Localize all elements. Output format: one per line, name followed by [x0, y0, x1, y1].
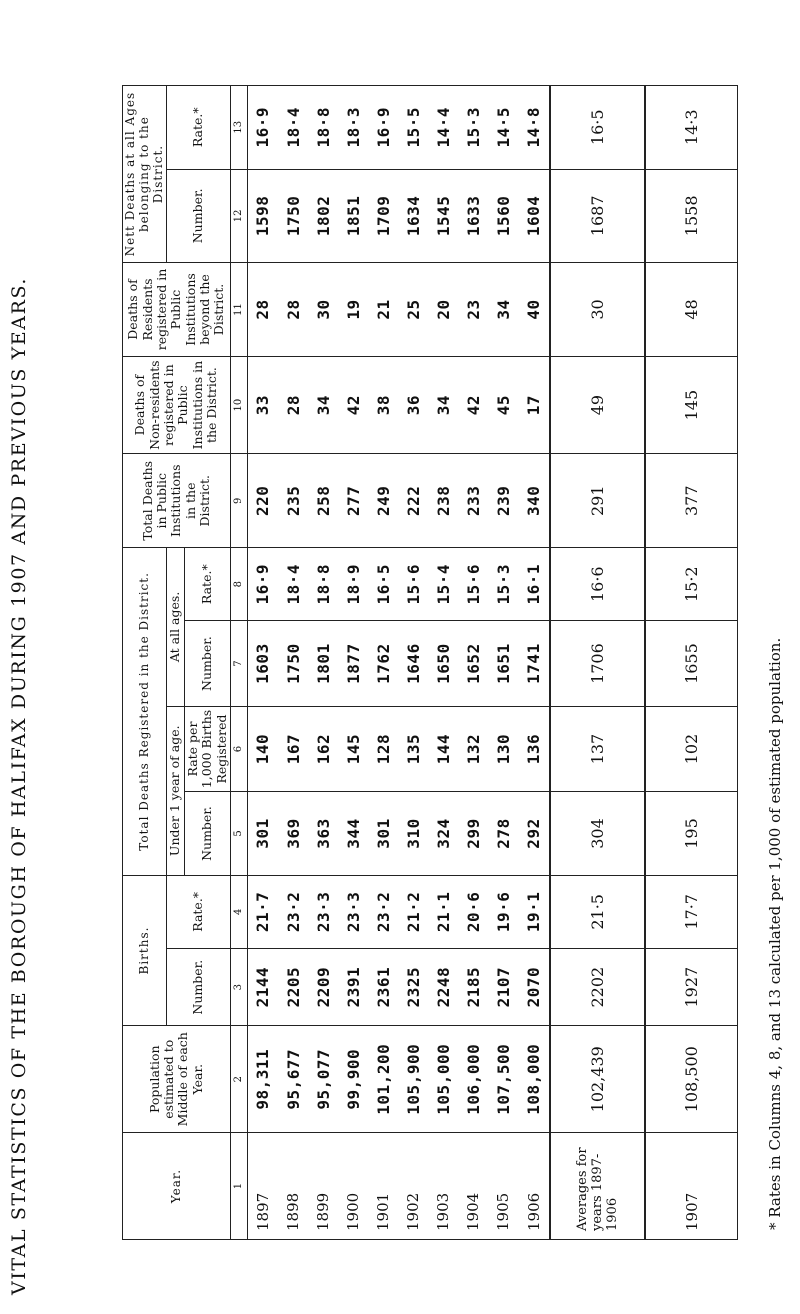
cell-deaths-number: 1652 [458, 621, 488, 706]
cell-births-rate: 23·2 [278, 875, 308, 948]
statistics-table-container [122, 85, 738, 1240]
header-residents-beyond: Deaths of Residents registered in Public Institutions beyond the District. [123, 263, 231, 357]
cell-under1-rate: 130 [488, 706, 518, 791]
column-number: 4 [230, 875, 247, 948]
cell-public-institutions: 377 [645, 454, 737, 548]
cell-residents-beyond: 30 [550, 263, 646, 357]
cell-year: 1902 [398, 1133, 428, 1240]
cell-residents-beyond: 30 [308, 263, 338, 357]
table-row [338, 86, 368, 1240]
cell-deaths-rate: 16·5 [368, 548, 398, 621]
cell-under1-rate: 135 [398, 706, 428, 791]
cell-deaths-rate: 18·8 [308, 548, 338, 621]
table-row [368, 86, 398, 1240]
cell-births-number: 2144 [247, 948, 278, 1025]
cell-public-institutions: 238 [428, 454, 458, 548]
cell-nett-rate: 16·9 [247, 86, 278, 170]
cell-nett-number: 1558 [645, 169, 737, 263]
cell-nett-number: 1598 [247, 169, 278, 263]
cell-residents-beyond: 40 [518, 263, 549, 357]
cell-year: 1901 [368, 1133, 398, 1240]
cell-population: 106,000 [458, 1026, 488, 1133]
header-all-ages: At all ages. [167, 548, 184, 707]
table-body [247, 86, 737, 1240]
cell-deaths-number: 1646 [398, 621, 428, 706]
table-row [247, 86, 278, 1240]
cell-nett-number: 1750 [278, 169, 308, 263]
table-row [278, 86, 308, 1240]
cell-public-institutions: 340 [518, 454, 549, 548]
cell-under1-number: 369 [278, 792, 308, 875]
cell-under1-number: 278 [488, 792, 518, 875]
cell-deaths-number: 1762 [368, 621, 398, 706]
averages-row [550, 86, 646, 1240]
column-number: 9 [230, 454, 247, 548]
cell-public-institutions: 258 [308, 454, 338, 548]
cell-population: 105,000 [428, 1026, 458, 1133]
cell-public-institutions: 249 [368, 454, 398, 548]
document-title: VITAL STATISTICS OF THE BOROUGH OF HALIFAX DURING 1907 AND PREVIOUS YEARS. [8, 276, 30, 1295]
cell-under1-number: 324 [428, 792, 458, 875]
cell-residents-beyond: 23 [458, 263, 488, 357]
cell-deaths-number: 1706 [550, 621, 646, 706]
cell-nett-rate: 14·5 [488, 86, 518, 170]
cell-nett-number: 1802 [308, 169, 338, 263]
cell-nett-rate: 18·8 [308, 86, 338, 170]
cell-year: 1907 [645, 1133, 737, 1240]
header-nett-number: Number. [167, 169, 231, 263]
cell-residents-beyond: 28 [278, 263, 308, 357]
cell-non-residents: 34 [428, 356, 458, 454]
header-under1-number: Number. [184, 792, 230, 875]
cell-year: 1905 [488, 1133, 518, 1240]
column-number: 6 [230, 706, 247, 791]
header-all-ages-rate: Rate.* [184, 548, 230, 621]
table-row [518, 86, 549, 1240]
cell-births-number: 2107 [488, 948, 518, 1025]
cell-public-institutions: 233 [458, 454, 488, 548]
header-non-residents: Deaths of Non-residents registered in Public Institutions in the District. [123, 356, 231, 454]
cell-population: 101,200 [368, 1026, 398, 1133]
cell-non-residents: 45 [488, 356, 518, 454]
cell-non-residents: 42 [458, 356, 488, 454]
cell-births-number: 2209 [308, 948, 338, 1025]
cell-deaths-rate: 15·3 [488, 548, 518, 621]
header-nett-rate: Rate.* [167, 86, 231, 170]
cell-population: 99,900 [338, 1026, 368, 1133]
cell-births-number: 2185 [458, 948, 488, 1025]
cell-nett-rate: 14·4 [428, 86, 458, 170]
cell-births-rate: 20·6 [458, 875, 488, 948]
cell-births-number: 2205 [278, 948, 308, 1025]
cell-deaths-rate: 16·6 [550, 548, 646, 621]
cell-year: 1899 [308, 1133, 338, 1240]
cell-under1-rate: 167 [278, 706, 308, 791]
cell-nett-number: 1709 [368, 169, 398, 263]
cell-births-number: 2391 [338, 948, 368, 1025]
cell-residents-beyond: 25 [398, 263, 428, 357]
cell-population: 108,500 [645, 1026, 737, 1133]
cell-under1-number: 310 [398, 792, 428, 875]
cell-under1-rate: 102 [645, 706, 737, 791]
cell-nett-number: 1851 [338, 169, 368, 263]
cell-under1-number: 292 [518, 792, 549, 875]
cell-deaths-rate: 15·6 [398, 548, 428, 621]
cell-population: 105,900 [398, 1026, 428, 1133]
cell-deaths-number: 1877 [338, 621, 368, 706]
cell-non-residents: 33 [247, 356, 278, 454]
header-under1: Under 1 year of age. [167, 706, 184, 875]
cell-births-rate: 21·1 [428, 875, 458, 948]
table-row [308, 86, 338, 1240]
cell-deaths-number: 1603 [247, 621, 278, 706]
cell-year: 1903 [428, 1133, 458, 1240]
column-number: 1 [230, 1133, 247, 1240]
column-number: 5 [230, 792, 247, 875]
column-number: 13 [230, 86, 247, 170]
header-year: Year. [123, 1133, 231, 1240]
cell-deaths-number: 1741 [518, 621, 549, 706]
cell-births-number: 2248 [428, 948, 458, 1025]
cell-under1-number: 301 [247, 792, 278, 875]
cell-deaths-rate: 16·9 [247, 548, 278, 621]
cell-births-number: 1927 [645, 948, 737, 1025]
cell-deaths-rate: 15·4 [428, 548, 458, 621]
cell-under1-rate: 128 [368, 706, 398, 791]
cell-under1-rate: 145 [338, 706, 368, 791]
cell-nett-rate: 16·5 [550, 86, 646, 170]
cell-public-institutions: 277 [338, 454, 368, 548]
cell-year: 1900 [338, 1133, 368, 1240]
cell-births-rate: 23·3 [308, 875, 338, 948]
column-number: 7 [230, 621, 247, 706]
cell-non-residents: 42 [338, 356, 368, 454]
cell-public-institutions: 291 [550, 454, 646, 548]
cell-under1-rate: 140 [247, 706, 278, 791]
header-under1-rate: Rate per 1,000 Births Registered [184, 706, 230, 791]
table-row [428, 86, 458, 1240]
cell-deaths-number: 1750 [278, 621, 308, 706]
cell-population: 95,677 [278, 1026, 308, 1133]
cell-nett-number: 1634 [398, 169, 428, 263]
cell-under1-number: 363 [308, 792, 338, 875]
cell-under1-rate: 144 [428, 706, 458, 791]
cell-residents-beyond: 48 [645, 263, 737, 357]
cell-residents-beyond: 28 [247, 263, 278, 357]
cell-nett-rate: 15·3 [458, 86, 488, 170]
header-nett-deaths: Nett Deaths at all Ages belonging to the District. [123, 86, 167, 263]
cell-nett-rate: 18·3 [338, 86, 368, 170]
cell-nett-rate: 15·5 [398, 86, 428, 170]
cell-nett-rate: 14·3 [645, 86, 737, 170]
cell-nett-number: 1687 [550, 169, 646, 263]
cell-births-rate: 19·1 [518, 875, 549, 948]
cell-nett-number: 1604 [518, 169, 549, 263]
table-row [488, 86, 518, 1240]
cell-population: 98,311 [247, 1026, 278, 1133]
cell-deaths-rate: 16·1 [518, 548, 549, 621]
cell-under1-rate: 132 [458, 706, 488, 791]
cell-under1-rate: 137 [550, 706, 646, 791]
cell-residents-beyond: 20 [428, 263, 458, 357]
cell-non-residents: 145 [645, 356, 737, 454]
header-births: Births. [123, 875, 167, 1026]
cell-deaths-rate: 15·2 [645, 548, 737, 621]
cell-births-rate: 19·6 [488, 875, 518, 948]
header-births-rate: Rate.* [167, 875, 231, 948]
table-row [458, 86, 488, 1240]
column-number: 2 [230, 1026, 247, 1133]
cell-under1-number: 304 [550, 792, 646, 875]
cell-year: 1898 [278, 1133, 308, 1240]
cell-population: 102,439 [550, 1026, 646, 1133]
cell-public-institutions: 220 [247, 454, 278, 548]
header-all-ages-number: Number. [184, 621, 230, 706]
cell-year: 1897 [247, 1133, 278, 1240]
cell-births-rate: 23·2 [368, 875, 398, 948]
cell-population: 107,500 [488, 1026, 518, 1133]
table-row [398, 86, 428, 1240]
cell-births-number: 2325 [398, 948, 428, 1025]
cell-births-number: 2361 [368, 948, 398, 1025]
cell-year: 1904 [458, 1133, 488, 1240]
cell-residents-beyond: 19 [338, 263, 368, 357]
column-number: 11 [230, 263, 247, 357]
cell-deaths-number: 1650 [428, 621, 458, 706]
cell-public-institutions: 239 [488, 454, 518, 548]
cell-non-residents: 34 [308, 356, 338, 454]
cell-under1-rate: 136 [518, 706, 549, 791]
cell-nett-rate: 18·4 [278, 86, 308, 170]
cell-nett-rate: 14·8 [518, 86, 549, 170]
footnote: * Rates in Columns 4, 8, and 13 calculated per 1,000 of estimated population. [766, 637, 784, 1230]
cell-under1-rate: 162 [308, 706, 338, 791]
cell-deaths-number: 1801 [308, 621, 338, 706]
cell-population: 108,000 [518, 1026, 549, 1133]
cell-non-residents: 49 [550, 356, 646, 454]
cell-under1-number: 301 [368, 792, 398, 875]
cell-births-rate: 21·5 [550, 875, 646, 948]
cell-births-rate: 23·3 [338, 875, 368, 948]
cell-public-institutions: 235 [278, 454, 308, 548]
cell-under1-number: 299 [458, 792, 488, 875]
cell-under1-number: 344 [338, 792, 368, 875]
vital-statistics-table [122, 85, 738, 1240]
cell-deaths-rate: 15·6 [458, 548, 488, 621]
header-births-number: Number. [167, 948, 231, 1025]
cell-births-number: 2070 [518, 948, 549, 1025]
cell-deaths-rate: 18·4 [278, 548, 308, 621]
cell-non-residents: 17 [518, 356, 549, 454]
column-number: 8 [230, 548, 247, 621]
cell-nett-number: 1545 [428, 169, 458, 263]
cell-public-institutions: 222 [398, 454, 428, 548]
header-total-deaths: Total Deaths Registered in the District. [123, 548, 167, 876]
column-number: 12 [230, 169, 247, 263]
cell-births-rate: 17·7 [645, 875, 737, 948]
year-1907-row [645, 86, 737, 1240]
cell-year: 1906 [518, 1133, 549, 1240]
cell-non-residents: 28 [278, 356, 308, 454]
cell-nett-number: 1633 [458, 169, 488, 263]
cell-under1-number: 195 [645, 792, 737, 875]
cell-deaths-number: 1655 [645, 621, 737, 706]
cell-births-rate: 21·7 [247, 875, 278, 948]
cell-deaths-rate: 18·9 [338, 548, 368, 621]
header-public-institutions: Total Deaths in Public Institutions in the District. [123, 454, 231, 548]
cell-non-residents: 38 [368, 356, 398, 454]
cell-births-number: 2202 [550, 948, 646, 1025]
cell-non-residents: 36 [398, 356, 428, 454]
header-population: Population estimated to Middle of each Year. [123, 1026, 231, 1133]
cell-nett-rate: 16·9 [368, 86, 398, 170]
column-number: 3 [230, 948, 247, 1025]
cell-deaths-number: 1651 [488, 621, 518, 706]
cell-nett-number: 1560 [488, 169, 518, 263]
cell-residents-beyond: 21 [368, 263, 398, 357]
cell-residents-beyond: 34 [488, 263, 518, 357]
cell-births-rate: 21·2 [398, 875, 428, 948]
cell-population: 95,077 [308, 1026, 338, 1133]
averages-label: Averages for years 1897-1906 [550, 1133, 646, 1240]
column-number: 10 [230, 356, 247, 454]
